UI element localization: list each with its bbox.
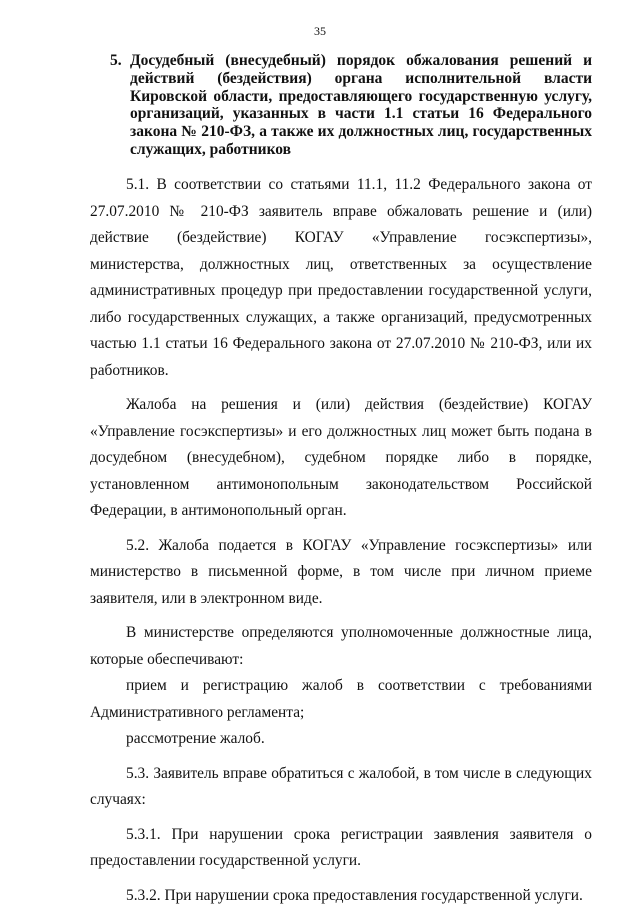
list-item-review: рассмотрение жалоб. bbox=[90, 726, 592, 753]
paragraph-5-3-1: 5.3.1. При нарушении срока регистрации заявления заявителя о предоставлении государственной услуги. bbox=[90, 822, 592, 875]
paragraph-5-2: 5.2. Жалоба подается в КОГАУ «Управление госэкспертизы» или министерство в письменной форме, в том числе при личном приеме заявителя, или в электронном виде. bbox=[90, 533, 592, 613]
section-number: 5. bbox=[110, 52, 122, 70]
section-title: Досудебный (внесудебный) порядок обжалования решений и действий (бездействия) органа исполнительной власти Кировской области, предоставляющего государственную услугу, организаций, указанных в части 1.1 статьи 16 Федерального закона № 210-ФЗ, а также их должностных лиц, государственных служащих, работников bbox=[130, 52, 592, 159]
list-item-reception: прием и регистрацию жалоб в соответствии с требованиями Административного регламента; bbox=[90, 673, 592, 726]
paragraph-5-3-2: 5.3.2. При нарушении срока предоставления государственной услуги. bbox=[90, 883, 592, 909]
paragraph-5-1: 5.1. В соответствии со статьями 11.1, 11.2 Федерального закона от 27.07.2010 № 210-ФЗ заявитель вправе обжаловать решение и (или) действие (бездействие) КОГАУ «Управление госэкспертизы», министерства, должностных лиц, ответственных за осуществление административных процедур при предоставлении государственной услуги, либо государственных служащих, а также организаций, предусмотренных частью 1.1 статьи 16 Федерального закона от 27.07.2010 № 210-ФЗ, или их работников. bbox=[90, 172, 592, 384]
paragraph-complaint-procedure: Жалоба на решения и (или) действия (бездействие) КОГАУ «Управление госэкспертизы» и его должностных лиц может быть подана в досудебном (внесудебном), судебном порядке либо в порядке, установленном антимонопольным законодательством Российской Федерации, в антимонопольный орган. bbox=[90, 392, 592, 525]
paragraph-ministry-officials: В министерстве определяются уполномоченные должностные лица, которые обеспечивают: bbox=[90, 620, 592, 673]
page-number: 35 bbox=[0, 24, 640, 39]
body-text bbox=[90, 172, 592, 909]
paragraph-5-3: 5.3. Заявитель вправе обратиться с жалобой, в том числе в следующих случаях: bbox=[90, 761, 592, 814]
section-heading bbox=[130, 52, 592, 159]
